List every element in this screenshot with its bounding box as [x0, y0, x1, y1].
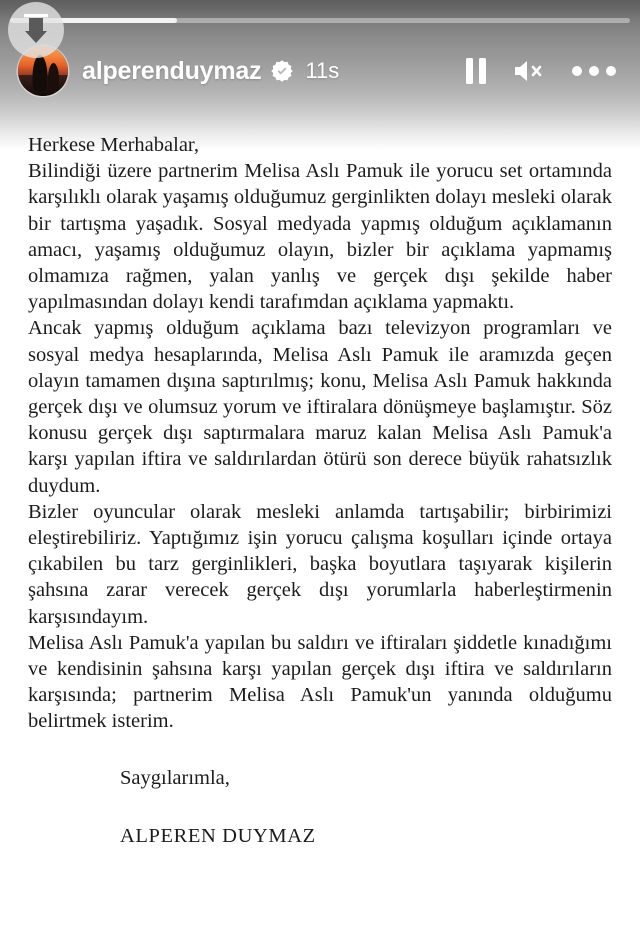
statement-paragraph: Melisa Aslı Pamuk'a yapılan bu saldırı ve iftiraları şiddetle kınadığımı ve kendisinin şahsına karşı yapılan gerçek dışı iftira ve saldırıların karşısında; partnerim Melisa Aslı Pamuk'un yanında olduğumu belirtmek isterim. [28, 631, 612, 733]
pause-button[interactable] [466, 58, 486, 84]
speaker-muted-icon [512, 56, 546, 86]
statement-paragraph: Herkese Merhabalar, [28, 134, 200, 156]
statement-paragraph: Bizler oyuncular olarak mesleki anlamda tartışabilir; birbirimizi eleştirebiliriz. Yaptığımız işin yorucu çalışma koşulları içinde ortaya çıkabilen bu tarz gerginlikleri, başka boyutlara taşıyarak kişilerin şahsına zarar verecek gerçek dışı yorumlarla haberleştirmenin karşısındayım. [28, 500, 612, 628]
download-icon[interactable] [8, 2, 64, 58]
story-header [0, 40, 640, 102]
story-statement-body [0, 132, 640, 849]
avatar-silhouette-secondary [48, 63, 59, 92]
verified-badge-icon [270, 59, 294, 83]
username-label[interactable]: alperenduymaz [82, 56, 262, 85]
avatar-silhouette [33, 55, 48, 92]
pause-icon [466, 58, 486, 84]
signature-closing: Saygılarımla, [120, 766, 230, 789]
signature-block [28, 765, 612, 849]
statement-paragraph: Ancak yapmış olduğum açıklama bazı televizyon programları ve sosyal medya hesaplarında, Melisa Aslı Pamuk ile aramızda geçen olayın tamamen dışına saptırılmış; konu, Melisa Aslı Pamuk hakkında gerçek dışı ve olumsuz yorum ve iftiralara dönüşmeye başlamıştır. Söz konusu gerçek dışı saptırmalara maruz kalan Melisa Aslı Pamuk'a karşı yapılan iftira ve saldırılardan ötürü son derece büyük rahatsızlık duydum. [28, 317, 612, 497]
statement-paragraph: Bilindiği üzere partnerim Melisa Aslı Pamuk ile yorucu set ortamında karşılıklı olarak yaşamış olduğumuz gerginlikten dolayı mesleki olarak bir tartışma yaşadık. Sosyal medyada yapmış olduğum açıklamanın amacı, yaşamış olduğumuz olayın, bizler bir açıklama yapmamış olmamıza rağmen, yalan yanlış ve gerçek dışı şekilde haber yapılmasından dolayı kendi tarafımdan açıklama yapmaktı. [28, 160, 612, 314]
mute-toggle-button[interactable] [512, 56, 546, 86]
signature-name: ALPEREN DUYMAZ [120, 824, 316, 847]
three-dots-icon [572, 66, 616, 76]
story-progress-bar[interactable] [10, 18, 630, 23]
story-timestamp: 11s [305, 58, 340, 83]
more-options-button[interactable] [572, 66, 616, 76]
